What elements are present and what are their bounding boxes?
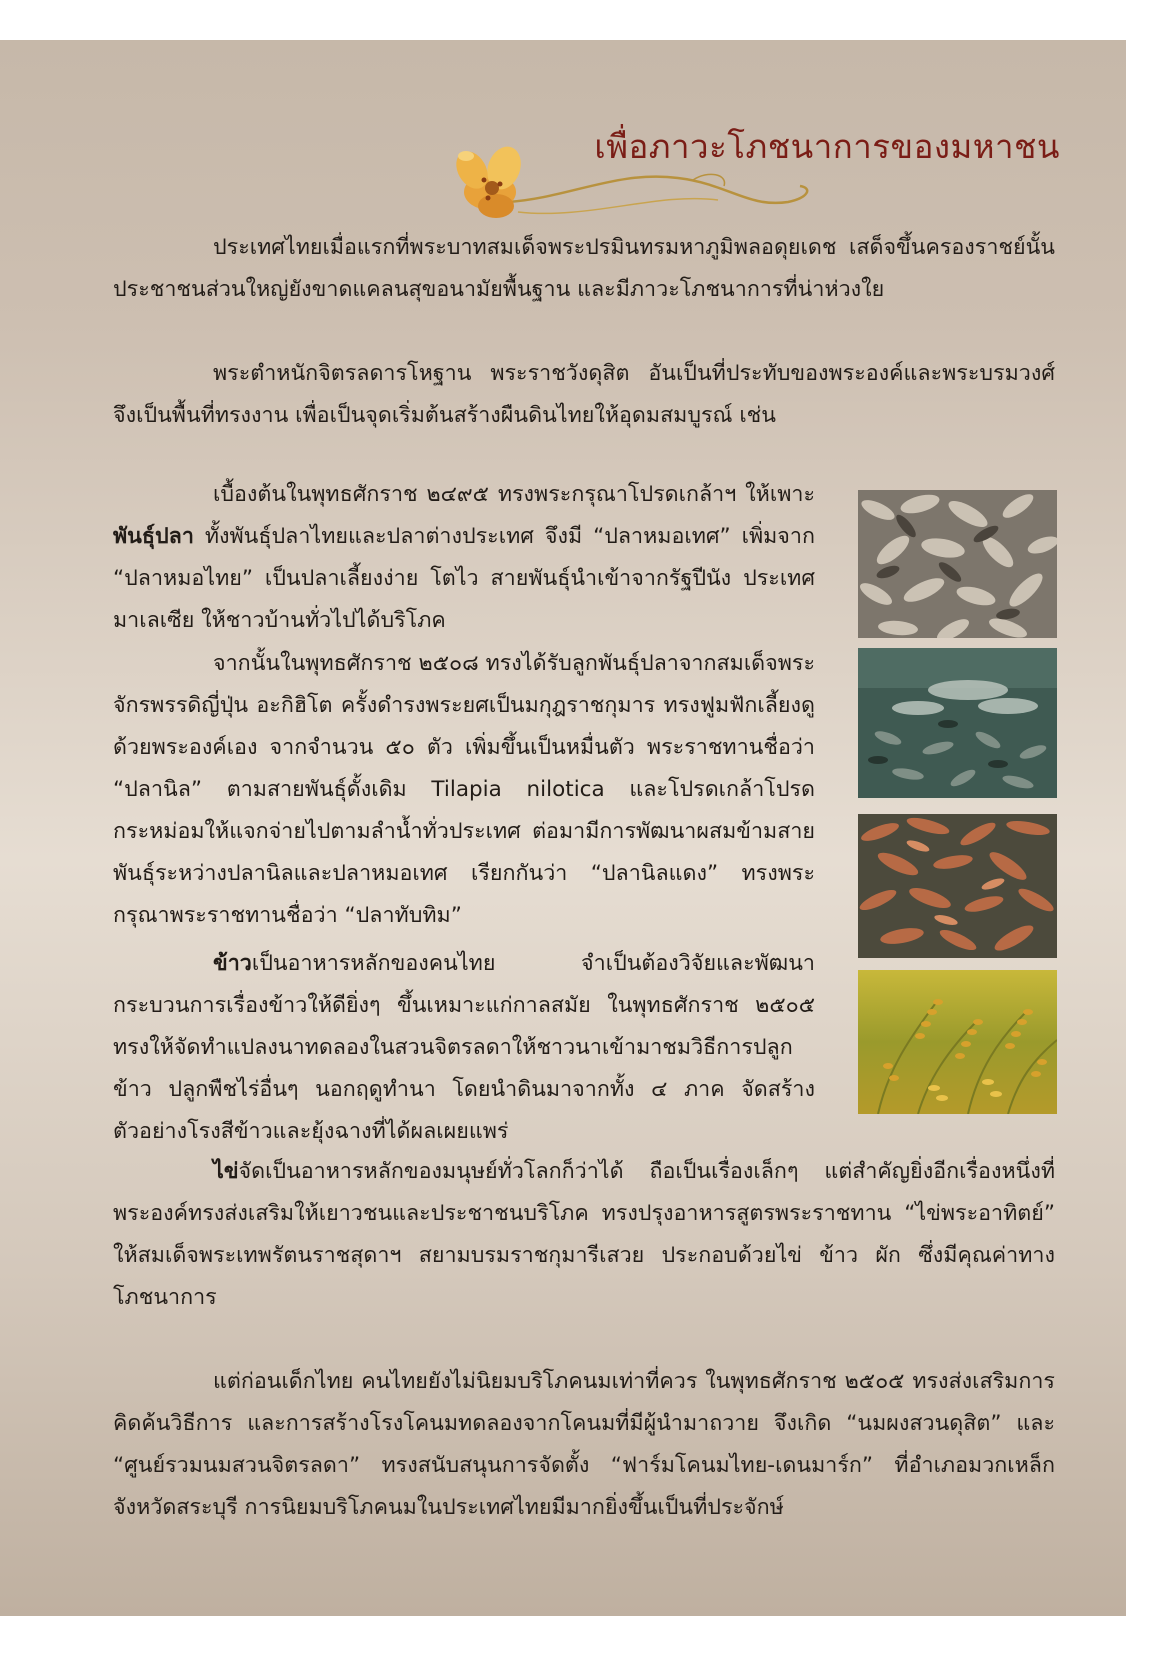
- tilapia-pond-photo: [858, 648, 1057, 798]
- page-title: เพื่อภาวะโภชนาการของมหาชน: [594, 127, 1060, 166]
- paragraph-4: จากนั้นในพุทธศักราช ๒๕๐๘ ทรงได้รับลูกพันธุ์ปลาจากสมเด็จพระจักรพรรดิญี่ปุ่น อะกิฮิโต ครั้งดำรงพระยศเป็นมกุฎราชกุมาร ทรงฟูมฟักเลี้ยงดูด้วยพระองค์เอง จากจำนวน ๕๐ ตัว เพิ่มขึ้นเป็นหมื่นตัว พระราชทานชื่อว่า “ปลานิล” ตามสายพันธุ์ดั้งเดิม Tilapia nilotica และโปรดเกล้าโปรดกระหม่อมให้แจกจ่ายไปตามลำน้ำทั่วประเทศ ต่อมามีการพัฒนาผสมข้ามสายพันธุ์ระหว่างปลานิลและปลาหมอเทศ เรียกกันว่า “ปลานิลแดง” ทรงพระกรุณาพระราชทานชื่อว่า “ปลาทับทิม”: [113, 651, 815, 928]
- paragraph-1: ประเทศไทยเมื่อแรกที่พระบาทสมเด็จพระปรมินทรมหาภูมิพลอดุยเดช เสด็จขึ้นครองราชย์นั้น ประชาชนส่วนใหญ่ยังขาดแคลนสุขอนามัยพื้นฐาน และมีภาวะโภชนาการที่น่าห่วงใย: [113, 235, 1055, 302]
- fish-fry-photo: [858, 490, 1057, 638]
- flower-ornament-icon: [448, 140, 848, 232]
- paragraph-5: ข้าวเป็นอาหารหลักของคนไทย จำเป็นต้องวิจัยและพัฒนากระบวนการเรื่องข้าวให้ดียิ่งๆ ขึ้นเหมาะแก่กาลสมัย ในพุทธศักราช ๒๕๐๕ ทรงให้จัดทำแปลงนาทดลองในสวนจิตรลดาให้ชาวนาเข้ามาชมวิธีการปลูกข้าว ปลูกพืชไร่อื่นๆ นอกฤดูทำนา โดยนำดินมาจากทั้ง ๔ ภาค จัดสร้างตัวอย่างโรงสีข้าวและยุ้งฉางที่ได้ผลเผยแพร่: [113, 951, 815, 1144]
- paragraph-3: เบื้องต้นในพุทธศักราช ๒๔๙๕ ทรงพระกรุณาโปรดเกล้าฯ ให้เพาะพันธุ์ปลา ทั้งพันธุ์ปลาไทยและปลาต่างประเทศ จึงมี “ปลาหมอเทศ” เพิ่มจาก “ปลาหมอไทย” เป็นปลาเลี้ยงง่าย โตไว สายพันธุ์นำเข้าจากรัฐปีนัง ประเทศมาเลเซีย ให้ชาวบ้านทั่วไปได้บริโภค: [113, 482, 815, 633]
- rice-field-photo: [858, 970, 1057, 1114]
- paragraph-7: แต่ก่อนเด็กไทย คนไทยยังไม่นิยมบริโภคนมเท่าที่ควร ในพุทธศักราช ๒๕๐๕ ทรงส่งเสริมการคิดค้นวิธีการ และการสร้างโรงโคนมทดลองจากโคนมที่มีผู้นำมาถวาย จึงเกิด “นมผงสวนดุสิต” และ “ศูนย์รวมนมสวนจิตรลดา” ทรงสนับสนุนการจัดตั้ง “ฟาร์มโคนมไทย-เดนมาร์ก” ที่อำเภอมวกเหล็ก จังหวัดสระบุรี การนิยมบริโภคนมในประเทศไทยมีมากยิ่งขึ้นเป็นที่ประจักษ์: [113, 1369, 1055, 1520]
- red-tilapia-photo: [858, 814, 1057, 958]
- paragraph-2: พระตำหนักจิตรลดารโหฐาน พระราชวังดุสิต อันเป็นที่ประทับของพระองค์และพระบรมวงศ์ จึงเป็นพื้นที่ทรงงาน เพื่อเป็นจุดเริ่มต้นสร้างผืนดินไทยให้อุดมสมบูรณ์ เช่น: [113, 361, 1055, 428]
- paragraph-6: ไข่จัดเป็นอาหารหลักของมนุษย์ทั่วโลกก็ว่าได้ ถือเป็นเรื่องเล็กๆ แต่สำคัญยิ่งอีกเรื่องหนึ่งที่พระองค์ทรงส่งเสริมให้เยาวชนและประชาชนบริโภค ทรงปรุงอาหารสูตรพระราชทาน “ไข่พระอาทิตย์” ให้สมเด็จพระเทพรัตนราชสุดาฯ สยามบรมราชกุมารีเสวย ประกอบด้วยไข่ ข้าว ผัก ซึ่งมีคุณค่าทางโภชนาการ: [113, 1159, 1055, 1310]
